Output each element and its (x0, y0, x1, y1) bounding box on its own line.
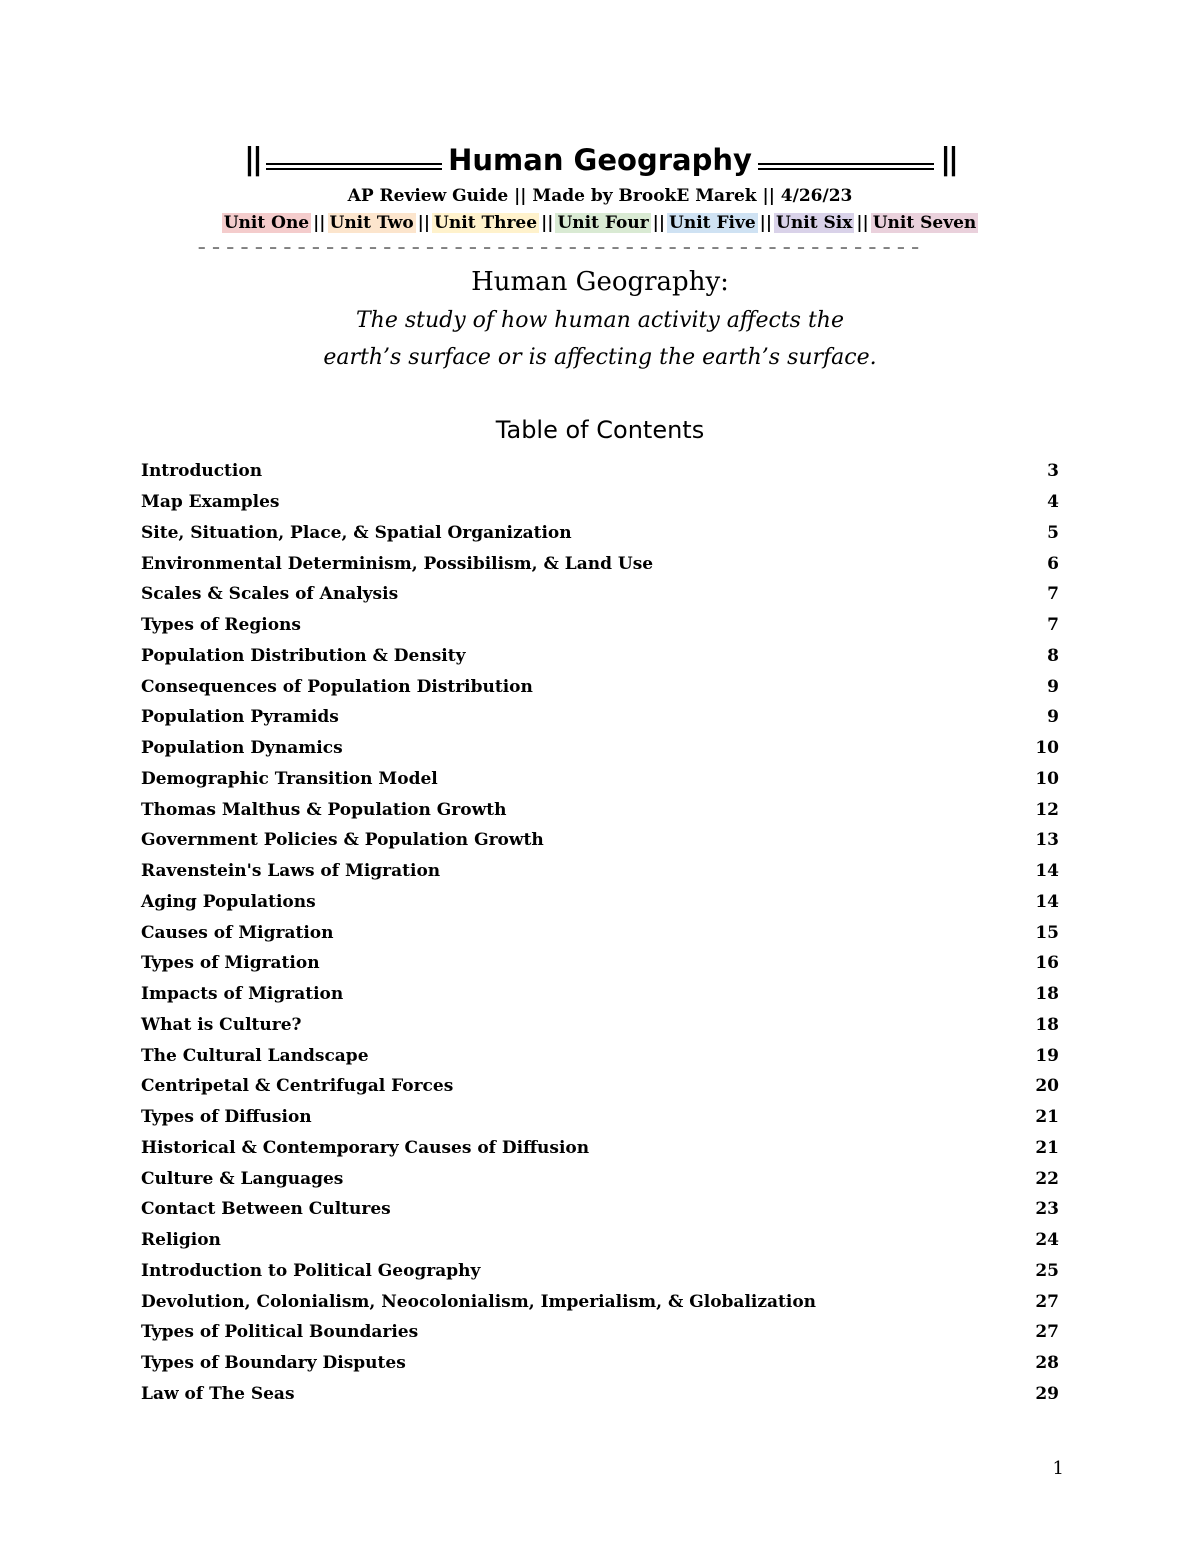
toc-entry[interactable] (141, 887, 1059, 918)
toc-entry-title: Aging Populations (141, 891, 316, 912)
toc-entry-page: 3 (1047, 461, 1059, 482)
toc-entry[interactable] (141, 702, 1059, 733)
toc-entry-page: 22 (1035, 1168, 1059, 1189)
toc-entry[interactable] (141, 610, 1059, 641)
toc-entry[interactable] (141, 825, 1059, 856)
document-title-row (244, 140, 956, 180)
toc-entry[interactable] (141, 733, 1059, 764)
toc-entry-title: Law of The Seas (141, 1383, 295, 1404)
unit-link[interactable]: Unit Four (557, 213, 649, 233)
toc-entry-title: Site, Situation, Place, & Spatial Organization (141, 522, 572, 543)
unit-link[interactable]: Unit Three (434, 213, 538, 233)
definition-line-2: earth’s surface or is affecting the earth’s surface. (323, 345, 877, 370)
unit-separator: || (417, 213, 431, 233)
toc-entry-title: Impacts of Migration (141, 984, 344, 1005)
toc-entry[interactable] (141, 1348, 1059, 1379)
toc-entry-title: Causes of Migration (141, 922, 334, 943)
toc-entry-title: Demographic Transition Model (141, 768, 438, 789)
toc-entry-title: Population Dynamics (141, 738, 343, 759)
toc-entry-title: Scales & Scales of Analysis (141, 584, 399, 605)
page-number: 1 (1052, 1458, 1064, 1479)
toc-entry[interactable] (141, 917, 1059, 948)
toc-entry-title: Types of Political Boundaries (141, 1322, 419, 1343)
toc-entry-title: Religion (141, 1230, 221, 1251)
toc-entry-page: 10 (1035, 768, 1059, 789)
toc-entry-title: The Cultural Landscape (141, 1045, 369, 1066)
toc-entry[interactable] (141, 579, 1059, 610)
unit-separator: || (541, 213, 554, 233)
toc-entry-page: 14 (1035, 891, 1059, 912)
toc-entry-title: Historical & Contemporary Causes of Diffusion (141, 1137, 590, 1158)
toc-entry-page: 7 (1047, 584, 1059, 605)
title-rule-right (758, 163, 934, 170)
toc-entry[interactable] (141, 1286, 1059, 1317)
toc-entry-title: Culture & Languages (141, 1168, 344, 1189)
toc-list (141, 456, 1059, 1409)
toc-entry-page: 4 (1047, 492, 1059, 513)
toc-entry-page: 7 (1047, 615, 1059, 636)
toc-entry-title: Population Distribution & Density (141, 645, 466, 666)
title-rule-left (266, 163, 442, 170)
unit-separator: || (313, 213, 326, 233)
toc-entry-title: Introduction (141, 461, 263, 482)
toc-entry[interactable] (141, 1010, 1059, 1041)
toc-entry[interactable] (141, 1256, 1059, 1287)
toc-entry[interactable] (141, 1133, 1059, 1164)
unit-links-bar (0, 211, 1200, 235)
toc-entry-title: Ravenstein's Laws of Migration (141, 861, 441, 882)
toc-entry-page: 10 (1035, 738, 1059, 759)
toc-entry[interactable] (141, 1163, 1059, 1194)
toc-entry-title: What is Culture? (141, 1014, 302, 1035)
toc-entry[interactable] (141, 794, 1059, 825)
toc-entry-title: Contact Between Cultures (141, 1199, 391, 1220)
toc-entry[interactable] (141, 1225, 1059, 1256)
toc-entry-page: 12 (1035, 799, 1059, 820)
document-subtitle: AP Review Guide || Made by BrookE Marek || 4/26/23 (347, 186, 853, 206)
title-bars-left: || (244, 142, 260, 177)
unit-link[interactable]: Unit Six (776, 213, 853, 233)
toc-entry-title: Types of Boundary Disputes (141, 1353, 406, 1374)
toc-entry[interactable] (141, 1194, 1059, 1225)
toc-entry-title: Introduction to Political Geography (141, 1260, 481, 1281)
toc-entry-title: Map Examples (141, 492, 280, 513)
toc-entry-page: 9 (1047, 676, 1059, 697)
toc-entry-page: 27 (1035, 1291, 1059, 1312)
toc-entry-page: 25 (1035, 1260, 1059, 1281)
toc-entry-page: 5 (1047, 522, 1059, 543)
toc-entry-page: 28 (1035, 1353, 1059, 1374)
toc-entry-page: 29 (1035, 1383, 1059, 1404)
toc-entry[interactable] (141, 1379, 1059, 1410)
toc-entry[interactable] (141, 764, 1059, 795)
toc-entry-page: 15 (1035, 922, 1059, 943)
title-bars-right: || (940, 142, 956, 177)
toc-entry-page: 20 (1035, 1076, 1059, 1097)
definition-text (0, 302, 1200, 376)
toc-entry[interactable] (141, 1040, 1059, 1071)
toc-entry-title: Types of Migration (141, 953, 320, 974)
toc-entry-title: Types of Diffusion (141, 1107, 312, 1128)
toc-entry[interactable] (141, 518, 1059, 549)
toc-entry-page: 18 (1035, 984, 1059, 1005)
toc-entry-page: 21 (1035, 1137, 1059, 1158)
toc-heading: Table of Contents (495, 416, 705, 444)
toc-entry-page: 19 (1035, 1045, 1059, 1066)
dashed-divider: – – – – – – – – – – – – – – – – – – – – – – – – – – – – – – – – – – – – – – – – – – – – – – – – – – – (198, 238, 920, 256)
toc-entry[interactable] (141, 948, 1059, 979)
toc-entry[interactable] (141, 979, 1059, 1010)
toc-entry-page: 6 (1047, 553, 1059, 574)
definition-line-1: The study of how human activity affects the (356, 308, 844, 333)
toc-entry-page: 27 (1035, 1322, 1059, 1343)
unit-separator: || (856, 213, 869, 233)
toc-entry[interactable] (141, 548, 1059, 579)
toc-entry-page: 16 (1035, 953, 1059, 974)
toc-entry-title: Population Pyramids (141, 707, 339, 728)
toc-entry[interactable] (141, 641, 1059, 672)
toc-entry-title: Consequences of Population Distribution (141, 676, 533, 697)
toc-entry-title: Government Policies & Population Growth (141, 830, 544, 851)
toc-entry[interactable] (141, 456, 1059, 487)
toc-entry-page: 8 (1047, 645, 1059, 666)
toc-entry-title: Types of Regions (141, 615, 301, 636)
unit-separator: || (759, 213, 773, 233)
toc-entry-title: Devolution, Colonialism, Neocolonialism, Imperialism, & Globalization (141, 1291, 817, 1312)
unit-separator: || (652, 213, 666, 233)
toc-entry[interactable] (141, 1102, 1059, 1133)
unit-link[interactable]: Unit Two (329, 213, 414, 233)
toc-entry-page: 21 (1035, 1107, 1059, 1128)
toc-entry-page: 24 (1035, 1230, 1059, 1251)
unit-link[interactable]: Unit One (223, 213, 310, 233)
toc-entry-title: Thomas Malthus & Population Growth (141, 799, 507, 820)
document-title: Human Geography (448, 143, 752, 177)
toc-entry-page: 9 (1047, 707, 1059, 728)
toc-entry-page: 18 (1035, 1014, 1059, 1035)
toc-entry-page: 23 (1035, 1199, 1059, 1220)
toc-entry[interactable] (141, 1317, 1059, 1348)
section-heading: Human Geography: (471, 267, 729, 297)
unit-link[interactable]: Unit Five (669, 213, 756, 233)
toc-entry[interactable] (141, 487, 1059, 518)
toc-entry-page: 14 (1035, 861, 1059, 882)
toc-entry[interactable] (141, 856, 1059, 887)
toc-entry-page: 13 (1035, 830, 1059, 851)
toc-entry[interactable] (141, 1071, 1059, 1102)
toc-entry[interactable] (141, 671, 1059, 702)
unit-link[interactable]: Unit Seven (872, 213, 977, 233)
toc-entry-title: Centripetal & Centrifugal Forces (141, 1076, 454, 1097)
toc-entry-title: Environmental Determinism, Possibilism, & Land Use (141, 553, 654, 574)
